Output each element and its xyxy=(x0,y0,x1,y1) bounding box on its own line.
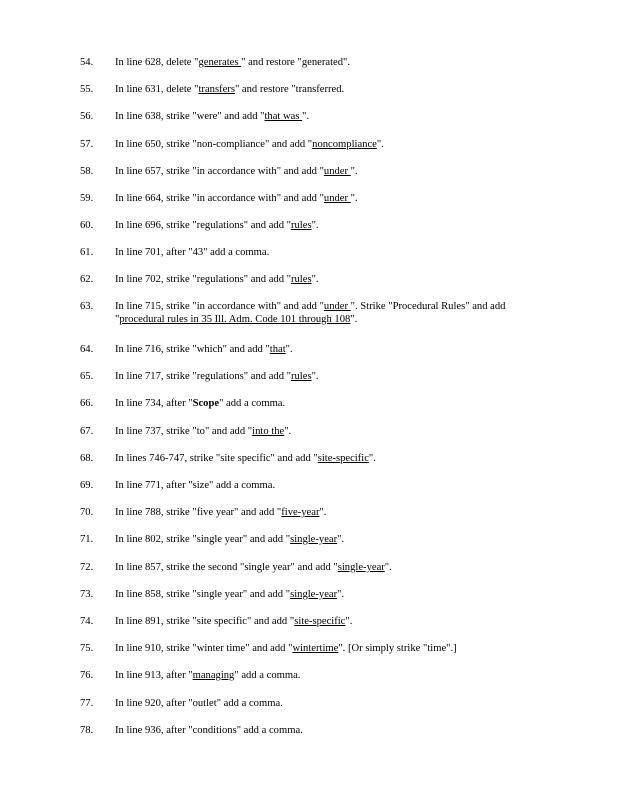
underlined-insertion: rules xyxy=(290,220,312,231)
item-number: 75. xyxy=(80,643,94,654)
text-run: ". xyxy=(337,589,345,600)
item-text xyxy=(115,697,545,710)
item-text xyxy=(115,370,545,383)
text-run: ". xyxy=(285,344,293,355)
item-number: 60. xyxy=(80,220,94,231)
underlined-insertion: under xyxy=(323,301,351,312)
item-number: 56. xyxy=(80,111,94,122)
text-run: In lines 746-747, strike "site specific" and add " xyxy=(115,453,318,464)
underlined-insertion: managing xyxy=(192,670,235,681)
text-run: In line 650, strike "non-compliance" and add " xyxy=(115,139,313,150)
item-text xyxy=(115,561,545,574)
item-number: 61. xyxy=(80,247,94,258)
underlined-insertion: into the xyxy=(252,426,285,437)
item-number: 77. xyxy=(80,698,94,709)
text-run: ". xyxy=(311,220,319,231)
item-text xyxy=(115,669,545,682)
underlined-insertion: transfers xyxy=(198,84,235,95)
text-run: " and restore "generated". xyxy=(241,57,350,68)
item-number: 57. xyxy=(80,139,94,150)
text-run: In line 628, delete " xyxy=(115,57,199,68)
text-run: In line 701, after "43" add a comma. xyxy=(115,247,270,258)
text-run: In line 717, strike "regulations" and add " xyxy=(115,371,291,382)
underlined-insertion: that was xyxy=(264,111,303,122)
text-run: In line 664, strike "in accordance with" and add " xyxy=(115,193,324,204)
item-text xyxy=(115,110,545,123)
item-number: 76. xyxy=(80,670,94,681)
text-run: In line 657, strike "in accordance with" and add " xyxy=(115,166,324,177)
item-number: 59. xyxy=(80,193,94,204)
text-run: In line 857, strike the second "single year" and add " xyxy=(115,562,338,573)
item-text xyxy=(115,246,545,259)
underlined-insertion: five-year xyxy=(281,507,320,518)
item-number: 72. xyxy=(80,562,94,573)
text-run: ". xyxy=(319,507,327,518)
text-run: ". xyxy=(302,111,310,122)
item-number: 73. xyxy=(80,589,94,600)
text-run: ". xyxy=(345,616,353,627)
item-text xyxy=(115,343,545,356)
item-number: 71. xyxy=(80,534,94,545)
item-number: 64. xyxy=(80,344,94,355)
underlined-insertion: under xyxy=(323,193,351,204)
text-run: ". xyxy=(350,166,358,177)
item-text xyxy=(115,724,545,737)
item-text xyxy=(115,588,545,601)
text-run: ". xyxy=(350,193,358,204)
text-run: In line 910, strike "winter time" and add " xyxy=(115,643,293,654)
item-number: 63. xyxy=(80,301,94,312)
item-number: 70. xyxy=(80,507,94,518)
underlined-insertion: rules xyxy=(290,274,312,285)
text-run: In line 771, after "size" add a comma. xyxy=(115,480,276,491)
text-run: In line 696, strike "regulations" and add " xyxy=(115,220,291,231)
underlined-insertion: that xyxy=(269,344,286,355)
text-run: In line 920, after "outlet" add a comma. xyxy=(115,698,283,709)
underlined-insertion: single-year xyxy=(337,562,385,573)
item-text xyxy=(115,479,545,492)
text-run: In line 788, strike "five year" and add " xyxy=(115,507,282,518)
item-text xyxy=(115,615,545,628)
item-number: 65. xyxy=(80,371,94,382)
item-number: 58. xyxy=(80,166,94,177)
text-run: In line 702, strike "regulations" and add " xyxy=(115,274,291,285)
text-run: In line 638, strike "were" and add " xyxy=(115,111,265,122)
text-run: In line 734, after " xyxy=(115,398,193,409)
item-number: 69. xyxy=(80,480,94,491)
text-run: ". xyxy=(284,426,292,437)
item-text xyxy=(115,192,545,205)
item-text xyxy=(115,425,545,438)
item-text xyxy=(115,642,545,655)
text-run: ". xyxy=(311,274,319,285)
item-number: 74. xyxy=(80,616,94,627)
text-run: In line 631, delete " xyxy=(115,84,199,95)
underlined-insertion: single-year xyxy=(290,534,338,545)
text-run: In line 802, strike "single year" and add " xyxy=(115,534,291,545)
underlined-insertion: procedural rules in 35 Ill. Adm. Code 101 through 108 xyxy=(119,314,351,325)
text-run: ". xyxy=(337,534,345,545)
item-text xyxy=(115,273,545,286)
item-number: 55. xyxy=(80,84,94,95)
item-number: 68. xyxy=(80,453,94,464)
text-run: In line 858, strike "single year" and add " xyxy=(115,589,291,600)
text-run: " and restore "transferred. xyxy=(234,84,345,95)
item-number: 62. xyxy=(80,274,94,285)
text-run: In line 891, strike "site specific" and add " xyxy=(115,616,295,627)
underlined-insertion: noncompliance xyxy=(312,139,377,150)
underlined-insertion: site-specific xyxy=(294,616,346,627)
underlined-insertion: single-year xyxy=(290,589,338,600)
text-run: " add a comma. xyxy=(219,398,286,409)
text-run: In line 737, strike "to" and add " xyxy=(115,426,253,437)
text-run: ". xyxy=(376,139,384,150)
text-run: " xyxy=(115,314,120,325)
underlined-insertion: site-specific xyxy=(317,453,369,464)
underlined-insertion: generates xyxy=(198,57,242,68)
item-text xyxy=(115,219,545,232)
item-text xyxy=(115,165,545,178)
underlined-insertion: rules xyxy=(290,371,312,382)
item-text xyxy=(115,138,545,151)
text-run: ". xyxy=(350,314,358,325)
item-text xyxy=(115,397,545,410)
text-run: In line 716, strike "which" and add " xyxy=(115,344,270,355)
text-run: " add a comma. xyxy=(234,670,301,681)
text-run: ". xyxy=(311,371,319,382)
item-number: 66. xyxy=(80,398,94,409)
item-number: 67. xyxy=(80,426,94,437)
item-text xyxy=(115,533,545,546)
item-text xyxy=(115,452,545,465)
item-text xyxy=(115,56,545,69)
text-run: In line 913, after " xyxy=(115,670,193,681)
item-text xyxy=(115,83,545,96)
item-number: 78. xyxy=(80,725,94,736)
underlined-insertion: under xyxy=(323,166,351,177)
item-text xyxy=(115,300,545,326)
text-run: In line 936, after "conditions" add a comma. xyxy=(115,725,303,736)
text-run: ". Strike "Procedural Rules" and add xyxy=(350,301,506,312)
text-run: ". xyxy=(384,562,392,573)
bold-term: Scope xyxy=(192,398,220,409)
item-text xyxy=(115,506,545,519)
text-run: In line 715, strike "in accordance with" and add " xyxy=(115,301,324,312)
text-run: ". xyxy=(368,453,376,464)
text-run: ". [Or simply strike "time".] xyxy=(338,643,457,654)
item-number: 54. xyxy=(80,57,94,68)
underlined-insertion: wintertime xyxy=(292,643,339,654)
